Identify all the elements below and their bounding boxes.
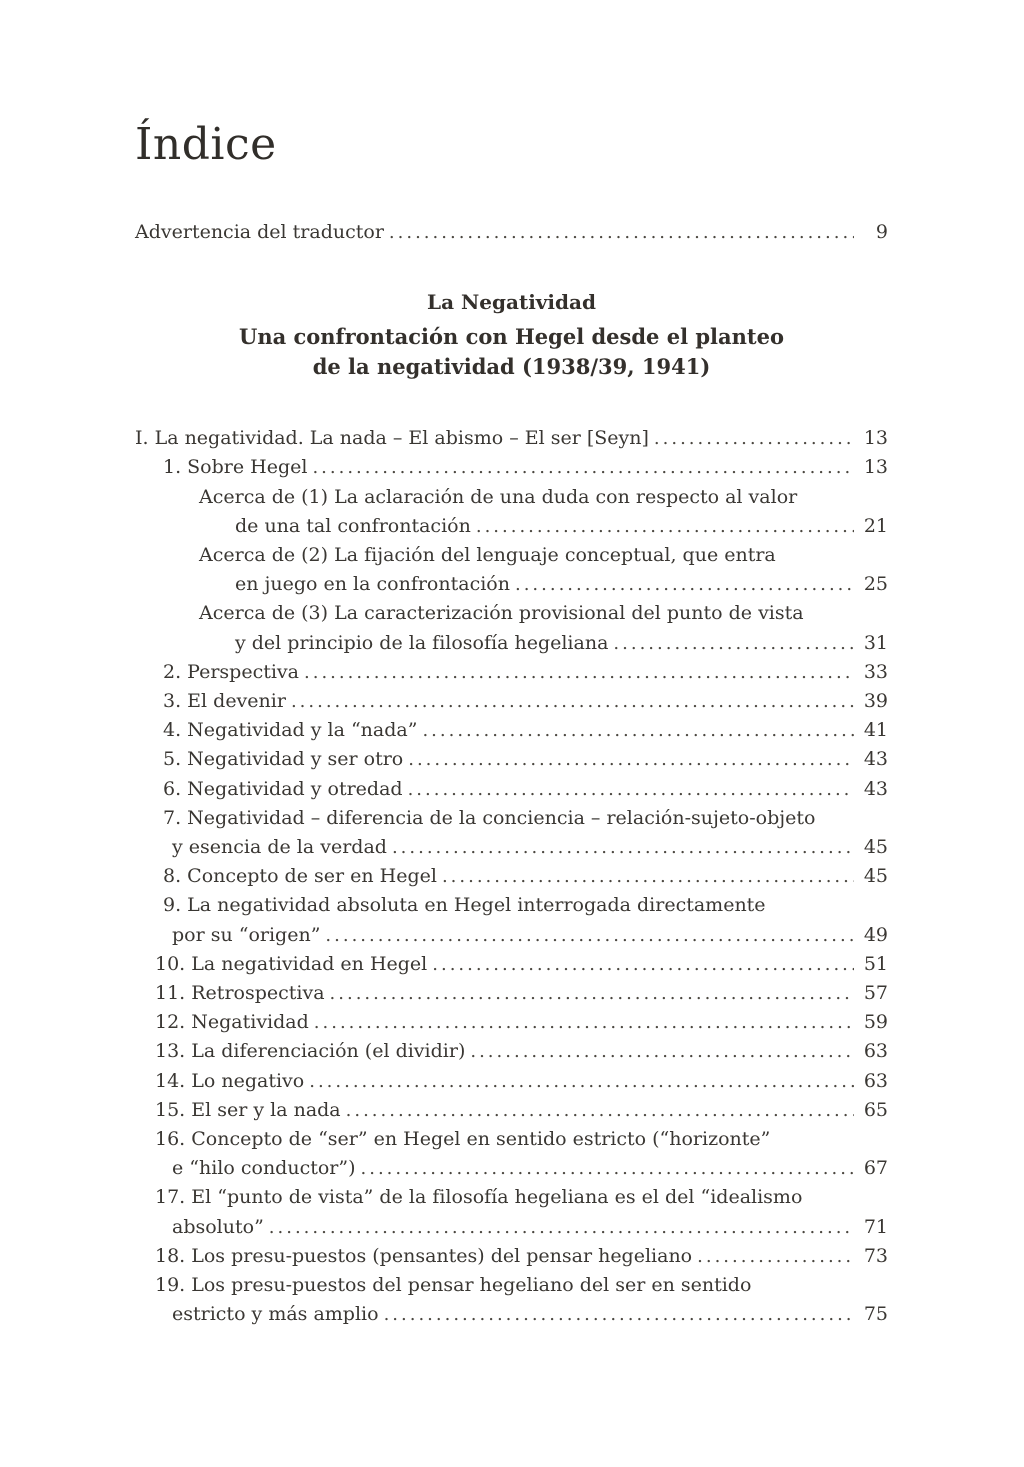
toc-line: [135, 599, 888, 628]
dot-leader: [325, 921, 854, 950]
toc-line: [135, 833, 888, 862]
toc-entry-text: 5. Negatividad y ser otro: [163, 748, 404, 771]
toc-entry-text: y esencia de la verdad: [172, 836, 387, 859]
toc-entry: [135, 1242, 888, 1271]
toc-line: [135, 483, 888, 512]
dot-leader: [269, 1213, 854, 1242]
toc-line: [135, 1067, 888, 1096]
toc-page-number: 45: [863, 836, 888, 859]
toc-entry: [135, 1067, 888, 1096]
section-subtitle: [135, 322, 888, 382]
toc-entry: [135, 862, 888, 891]
toc-page-number: 33: [863, 660, 888, 683]
section-subtitle-line1: Una confrontación con Hegel desde el planteo: [239, 324, 784, 350]
toc-entry-text: 1. Sobre Hegel: [163, 456, 308, 479]
toc-entry-text: 2. Perspectiva: [163, 660, 299, 683]
section-heading: [135, 291, 888, 382]
toc-entry-text: 6. Negatividad y otredad: [163, 777, 403, 800]
dot-leader: [346, 1096, 854, 1125]
toc-line: [135, 453, 888, 482]
toc-line: [135, 629, 888, 658]
toc-entry-text: 18. Los presu-puestos (pensantes) del pensar hegeliano: [155, 1244, 693, 1267]
toc-entry: [135, 687, 888, 716]
dot-leader: [476, 512, 854, 541]
page-content: [135, 0, 888, 1330]
toc-entry: [135, 1096, 888, 1125]
dot-leader: [361, 1154, 854, 1183]
toc-entry-text: 9. La negatividad absoluta en Hegel interrogada directamente: [163, 894, 766, 917]
toc-page-number: 43: [863, 748, 888, 771]
dot-leader: [515, 570, 854, 599]
toc-entry: [135, 979, 888, 1008]
dot-leader: [470, 1037, 854, 1066]
toc-line: [135, 512, 888, 541]
toc-entry-text: Acerca de (1) La aclaración de una duda con respecto al valor: [199, 485, 798, 508]
toc-page-number: 13: [863, 427, 888, 450]
toc-line: [135, 950, 888, 979]
toc-entry-text: de una tal confrontación: [235, 514, 471, 537]
toc-entry-text: Acerca de (2) La fijación del lenguaje conceptual, que entra: [199, 544, 776, 567]
toc-line: [135, 804, 888, 833]
toc-entry-text: y del principio de la filosofía hegeliana: [235, 631, 609, 654]
toc-line: [135, 1037, 888, 1066]
dot-leader: [422, 716, 854, 745]
toc-entry-text: 4. Negatividad y la “nada”: [163, 719, 418, 742]
toc-entry-text: Advertencia del traductor: [135, 221, 384, 243]
toc-line: [135, 891, 888, 920]
toc-entry: [135, 1037, 888, 1066]
toc-entry-text: 12. Negatividad: [155, 1011, 309, 1034]
toc-line: [135, 1008, 888, 1037]
dot-leader: [432, 950, 854, 979]
toc-line: [135, 1125, 888, 1154]
toc-line: [135, 921, 888, 950]
toc-entry-text: en juego en la confrontación: [235, 573, 510, 596]
dot-leader: [314, 1008, 854, 1037]
toc-entry-text: 13. La diferenciación (el dividir): [155, 1040, 466, 1063]
dot-leader: [312, 453, 854, 482]
toc-page-number: 25: [863, 573, 888, 596]
toc-entry: [135, 950, 888, 979]
toc-entry-text: 16. Concepto de “ser” en Hegel en sentido estricto (“horizonte”: [155, 1128, 771, 1151]
toc-entry-text: 10. La negatividad en Hegel: [155, 952, 428, 975]
page-title: Índice: [135, 119, 277, 170]
toc-page-number: 41: [863, 719, 888, 742]
toc-entry: [135, 599, 888, 657]
toc-entry: [135, 541, 888, 599]
toc-line: [135, 570, 888, 599]
toc-line: [135, 1183, 888, 1212]
toc-page-number: 9: [875, 221, 888, 243]
toc-entry-text: e “hilo conductor”): [172, 1157, 356, 1180]
toc-entry: [135, 483, 888, 541]
toc-line: [135, 658, 888, 687]
section-title: La Negatividad: [427, 290, 596, 315]
toc-page-number: 63: [863, 1040, 888, 1063]
toc-entry-text: 3. El devenir: [163, 690, 286, 713]
toc-line: [135, 979, 888, 1008]
toc-page-number: 73: [863, 1244, 888, 1267]
dot-leader: [392, 833, 854, 862]
toc-entry: [135, 891, 888, 949]
toc-page-number: 45: [863, 865, 888, 888]
dot-leader: [408, 775, 854, 804]
toc-entry-text: 19. Los presu-puestos del pensar hegeliano del ser en sentido: [155, 1274, 752, 1297]
toc-line: [135, 775, 888, 804]
toc-entry: [135, 1125, 888, 1183]
toc-entry: [135, 804, 888, 862]
toc-entry: [135, 1183, 888, 1241]
toc-entry-text: 7. Negatividad – diferencia de la conciencia – relación-sujeto-objeto: [163, 806, 816, 829]
toc-entry-text: 8. Concepto de ser en Hegel: [163, 865, 437, 888]
toc-entry-text: 15. El ser y la nada: [155, 1098, 341, 1121]
toc-page-number: 63: [863, 1069, 888, 1092]
dot-leader: [408, 745, 854, 774]
toc-entry: [135, 1271, 888, 1329]
toc-page-number: 13: [863, 456, 888, 479]
toc-page-number: 51: [863, 952, 888, 975]
toc-entry-text: estricto y más amplio: [172, 1303, 379, 1326]
dot-leader: [384, 1300, 854, 1329]
toc-page-number: 67: [863, 1157, 888, 1180]
dot-leader: [697, 1242, 854, 1271]
toc-entry: [135, 453, 888, 482]
toc-page-number: 71: [863, 1215, 888, 1238]
toc-entry: [135, 716, 888, 745]
toc-page-number: 43: [863, 777, 888, 800]
toc-list: [135, 424, 888, 1329]
dot-leader: [442, 862, 854, 891]
toc-page-number: 65: [863, 1098, 888, 1121]
toc-line: [135, 1300, 888, 1329]
toc-line: [135, 541, 888, 570]
toc-entry: [135, 775, 888, 804]
toc-page-number: 21: [863, 514, 888, 537]
dot-leader: [654, 424, 854, 453]
toc-front-item: [135, 218, 888, 247]
toc-entry-text: Acerca de (3) La caracterización provisional del punto de vista: [199, 602, 804, 625]
toc-entry: [135, 1008, 888, 1037]
toc-line: [135, 1213, 888, 1242]
dot-leader: [304, 658, 854, 687]
toc-line: [135, 687, 888, 716]
dot-leader: [613, 629, 854, 658]
toc-line: [135, 1271, 888, 1300]
toc-entry: [135, 745, 888, 774]
toc-entry-text: absoluto”: [172, 1215, 264, 1238]
toc-page-number: 57: [863, 982, 888, 1005]
toc-page-number: 75: [863, 1303, 888, 1326]
toc-page-number: 39: [863, 690, 888, 713]
section-subtitle-line2: de la negatividad (1938/39, 1941): [312, 354, 711, 380]
toc-line: [135, 1154, 888, 1183]
toc-line: [135, 716, 888, 745]
toc-line: [135, 1096, 888, 1125]
toc-page-number: 59: [863, 1011, 888, 1034]
toc-line: [135, 424, 888, 453]
toc-entry-text: 14. Lo negativo: [155, 1069, 305, 1092]
toc-entry: [135, 658, 888, 687]
toc-line: [135, 862, 888, 891]
toc-page-number: 31: [863, 631, 888, 654]
toc-line: [135, 745, 888, 774]
dot-leader: [291, 687, 854, 716]
toc-page-number: 49: [863, 923, 888, 946]
toc-entry-text: 17. El “punto de vista” de la filosofía hegeliana es el del “idealismo: [155, 1186, 803, 1209]
dot-leader: [330, 979, 854, 1008]
toc-line: [135, 1242, 888, 1271]
toc-entry-text: 11. Retrospectiva: [155, 982, 325, 1005]
toc-entry-text: I. La negatividad. La nada – El abismo – El ser [Seyn]: [135, 427, 649, 450]
dot-leader: [309, 1067, 854, 1096]
toc-entry: [135, 424, 888, 453]
toc-entry-text: por su “origen”: [172, 923, 321, 946]
dot-leader: [389, 218, 854, 247]
